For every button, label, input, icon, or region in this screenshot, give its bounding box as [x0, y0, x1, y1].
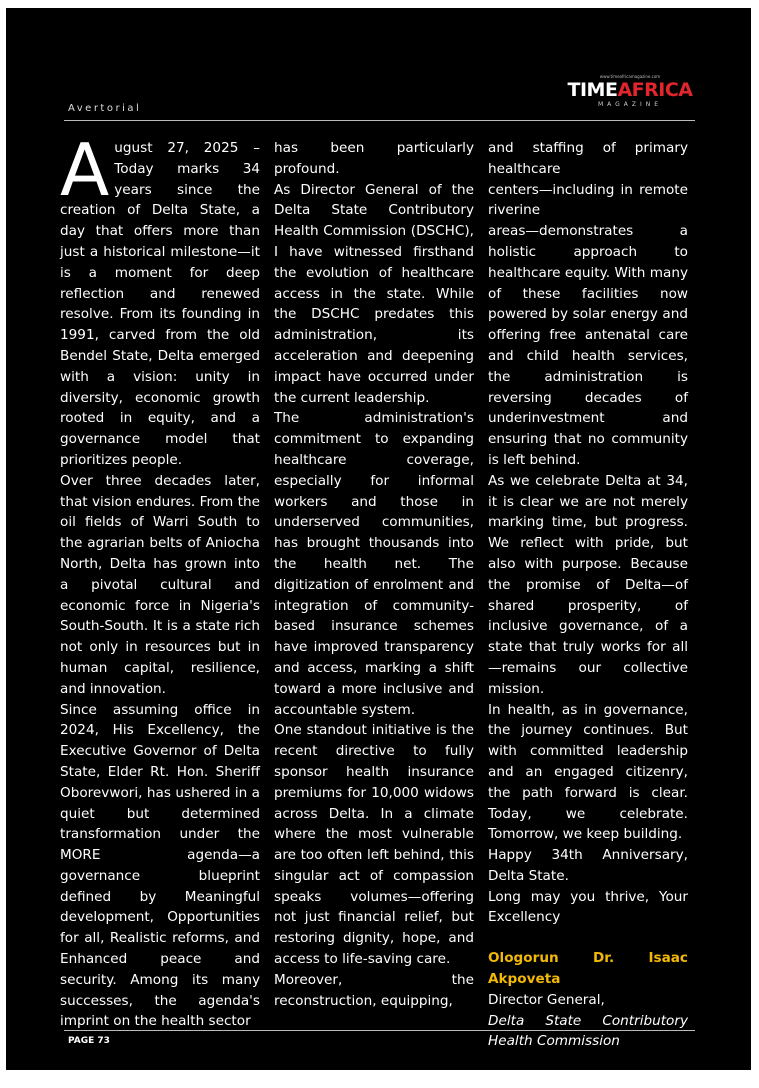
article-paragraph: One standout initiative is the recent directive to fully sponsor health insurance premiums for 10,000 widows across Delta. In a climate where the most vulnerable are too often left behind, this singular act of compassion speaks volumes—offering not just financial relief, but restoring dignity, hope, and access to life-saving care. — [274, 722, 474, 968]
article-paragraph: areas—demonstrates a holistic approach to healthcare equity. With many of these facilities now powered by solar energy and offering free antenatal care and child health services, the administration is reversing decades of underinvestment and ensuring that no community is left behind. — [488, 223, 688, 468]
article-column-2 — [274, 138, 474, 1011]
article-paragraph: Over three decades later, that vision endures. From the oil fields of Warri South to the agrarian belts of Aniocha North, Delta has grown into a pivotal cultural and economic force in Nigeria's South-South. It is a state rich not only in resources but in human capital, resilience, and innovation. — [60, 472, 260, 697]
article-paragraph: and staffing of primary healthcare — [488, 140, 688, 177]
signature-title: Director General, — [488, 991, 605, 1008]
signature-name: Ologorun Dr. Isaac Akpoveta — [488, 950, 688, 988]
article-column-1 — [60, 128, 260, 1032]
article-column-3 — [488, 138, 688, 1052]
logo-africa: AFRICA — [617, 79, 693, 101]
paragraph-text: ugust 27, 2025 – Today marks 34 years since the creation of Delta State, a day that offers more than just a historical milestone—it is a moment for deep reflection and renewed resolve. From its founding in 1991, carved from the old Bendel State, Delta emerged with a vision: unity in diversity, economic growth rooted in equity, and a governance model that prioritizes people. — [60, 140, 260, 468]
article-paragraph: As we celebrate Delta at 34, it is clear we are not merely marking time, but progress. We reflect with pride, but also with purpose. Because the promise of Delta—of shared prosperity, of inclusive governance, of a state that truly works for all—remains our collective mission. — [488, 472, 688, 697]
article-paragraph: As Director General of the Delta State Contributory Health Commission (DSCHC), I have witnessed firsthand the evolution of healthcare access in the state. While the DSCHC predates this administration, its acceleration and deepening impact have occurred under the current leadership. — [274, 181, 474, 406]
article-paragraph: centers—including in remote riverine — [488, 181, 688, 219]
logo-time: TIME — [567, 79, 618, 101]
time-africa-logo — [565, 74, 695, 108]
drop-cap: A — [60, 128, 110, 212]
article-paragraph — [60, 128, 260, 471]
page-number: PAGE 73 — [68, 1036, 110, 1046]
magazine-page — [6, 8, 751, 1070]
signature-organization: Delta State Contributory Health Commission — [488, 1012, 688, 1050]
logo-subtitle: MAGAZINE — [597, 101, 663, 108]
article-paragraph: The administration's commitment to expanding healthcare coverage, especially for informal workers and those in underserved communities, has brought thousands into the health net. The digitization of enrolment and integration of community-based insurance schemes have improved transparency and access, marking a shift toward a more inclusive and accountable system. — [274, 410, 474, 718]
article-paragraph: In health, as in governance, the journey continues. But with committed leadership and an engaged citizenry, the path forward is clear. Today, we celebrate. Tomorrow, we keep building. — [488, 701, 688, 843]
logo-url: www.timeafricamagazine.com — [599, 74, 661, 79]
header-divider — [64, 120, 695, 121]
section-label: Avertorial — [68, 103, 142, 114]
article-paragraph: Moreover, the reconstruction, equipping, — [274, 971, 474, 1009]
article-paragraph: Happy 34th Anniversary, Delta State. — [488, 847, 688, 884]
logo-wordmark — [565, 80, 695, 101]
article-paragraph: Since assuming office in 2024, His Excellency, the Executive Governor of Delta State, Elder Rt. Hon. Sheriff Oborevwori, has ushered in a quiet but determined transformation under the MORE agenda—a governance blueprint defined by Meaningful development, Opportunities for all, Realistic reforms, and Enhanced peace and security. Among its many successes, the agenda's imprint on the health sector — [60, 701, 260, 1030]
footer-divider — [64, 1030, 695, 1031]
article-paragraph: has been particularly profound. — [274, 140, 474, 177]
article-paragraph: Long may you thrive, Your Excellency — [488, 888, 688, 926]
